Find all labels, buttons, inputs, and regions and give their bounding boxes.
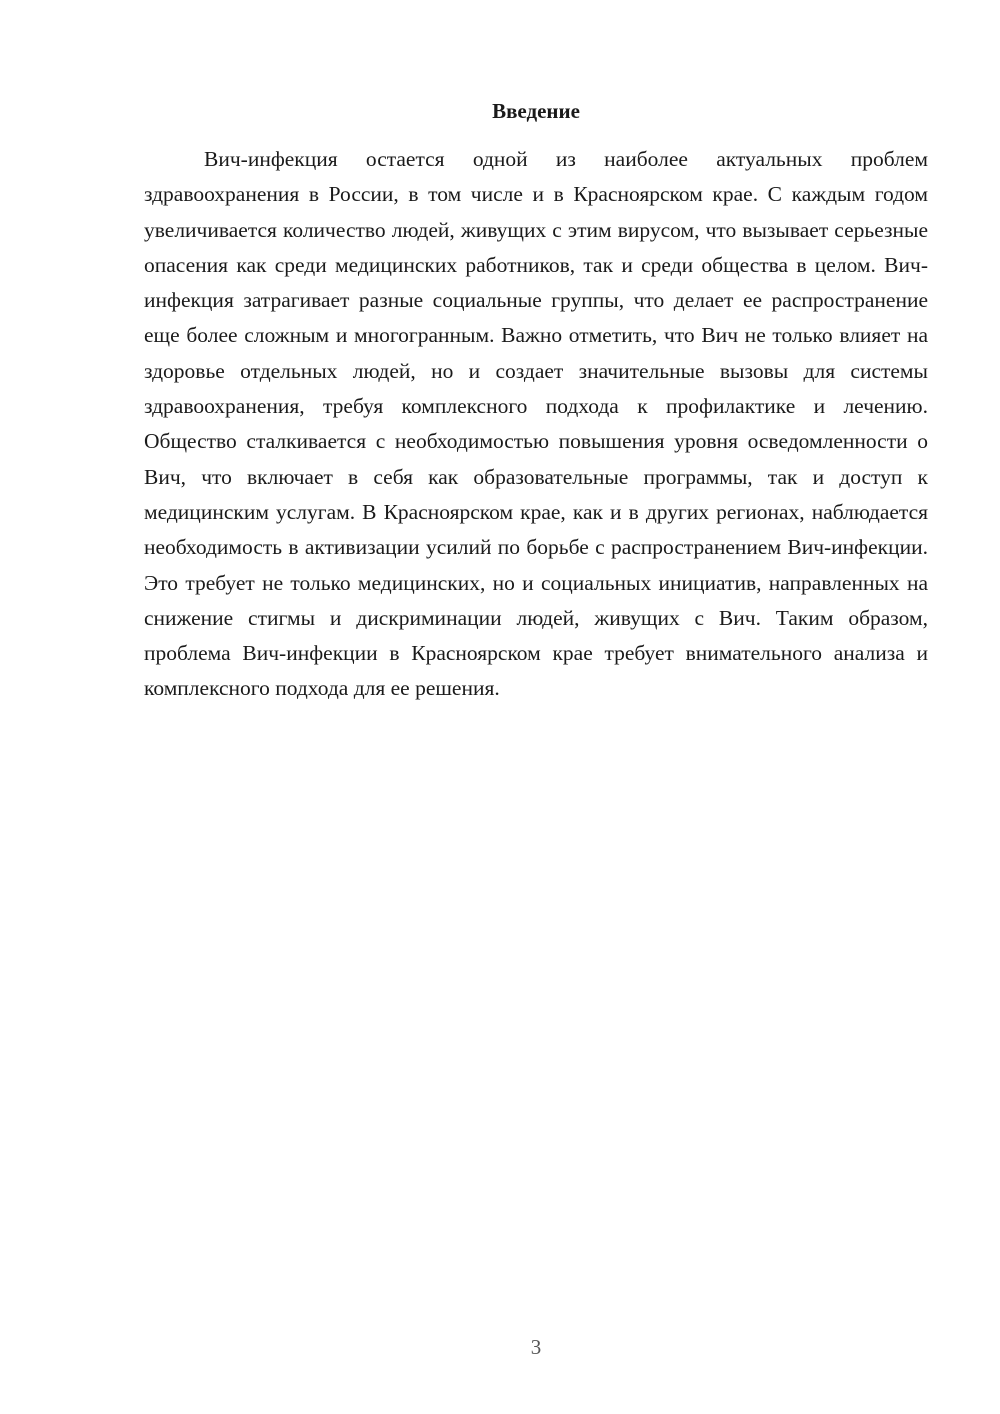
section-heading: Введение [492, 99, 580, 123]
body-paragraph: Вич-инфекция остается одной из наиболее актуальных проблем здравоохранения в России, в том числе и в Красноярском крае. С каждым годом увеличивается количество людей, живущих с этим вирусом, что вызывает серьезные опасения как среди медицинских работников, так и среди общества в целом. Вич-инфекция затрагивает разные социальные группы, что делает ее распространение еще более сложным и многогранным. Важно отметить, что Вич не только влияет на здоровье отдельных людей, но и создает значительные вызовы для системы здравоохранения, требуя комплексного подхода к профилактике и лечению. Общество сталкивается с необходимостью повышения уровня осведомленности о Вич, что включает в себя как образовательные программы, так и доступ к медицинским услугам. В Красноярском крае, как и в других регионах, наблюдается необходимость в активизации усилий по борьбе с распространением Вич-инфекции. Это требует не только медицинских, но и социальных инициатив, направленных на снижение стигмы и дискриминации людей, живущих с Вич. Таким образом, проблема Вич-инфекции в Красноярском крае требует внимательного анализа и комплексного подхода для ее решения. [144, 147, 928, 701]
page-number: 3 [530, 1335, 542, 1359]
